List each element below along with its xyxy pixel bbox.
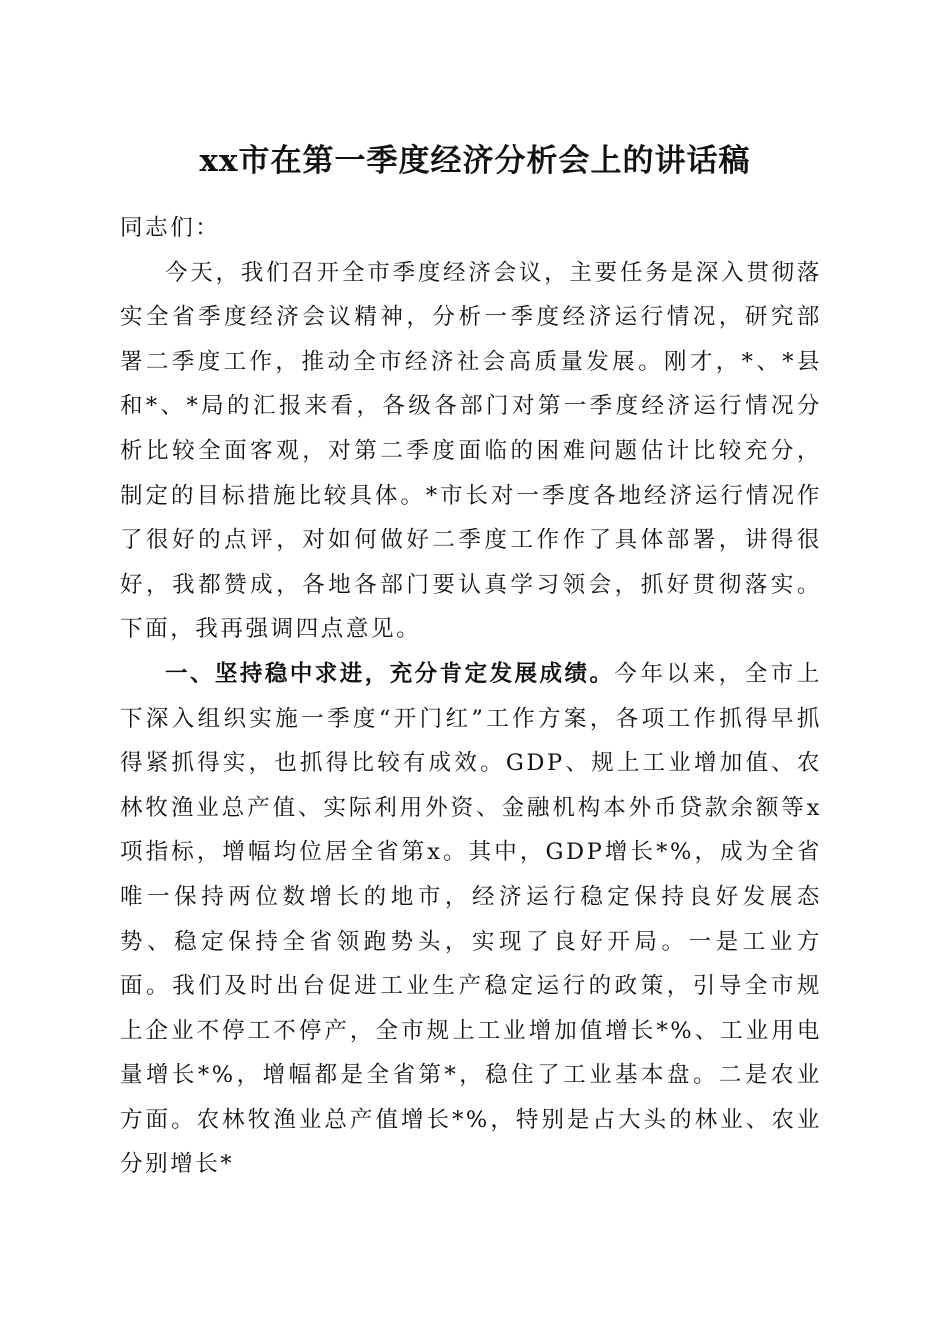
- paragraph-text: 今天，我们召开全市季度经济会议，主要任务是深入贯彻落实全省季度经济会议精神，分析一季度经济运行情况，研究部署二季度工作，推动全市经济社会高质量发展。刚才，*、*县和*、*局的汇报来看，各级各部门对第一季度经济运行情况分析比较全面客观，对第二季度面临的困难问题估计比较充分，制定的目标措施比较具体。*市长对一季度各地经济运行情况作了很好的点评，对如何做好二季度工作作了具体部署，讲得很好，我都赞成，各地各部门要认真学习领会，抓好贯彻落实。下面，我再强调四点意见。: [120, 259, 822, 643]
- paragraph-opening: [120, 251, 822, 652]
- document-body: [120, 206, 822, 1187]
- section-heading: 一、坚持稳中求进，充分肯定发展成绩。: [165, 660, 615, 687]
- salutation: 同志们：: [120, 215, 221, 241]
- document-title: xx市在第一季度经济分析会上的讲话稿: [199, 143, 751, 179]
- paragraph-text: 今年以来，全市上下深入组织实施一季度“开门红”工作方案，各项工作抓得早抓得紧抓得实，也抓得比较有成效。GDP、规上工业增加值、农林牧渔业总产值、实际利用外资、金融机构本外币贷款余额等x项指标，增幅均位居全省第x。其中，GDP增长*%，成为全省唯一保持两位数增长的地市，经济运行稳定保持良好发展态势、稳定保持全省领跑势头，实现了良好开局。一是工业方面。我们及时出台促进工业生产稳定运行的政策，引导全市规上企业不停工不停产，全市规上工业增加值增长*%、工业用电量增长*%，增幅都是全省第*，稳住了工业基本盘。二是农业方面。农林牧渔业总产值增长*%，特别是占大头的林业、农业分别增长*: [120, 660, 822, 1178]
- paragraph-section-one: [120, 652, 822, 1187]
